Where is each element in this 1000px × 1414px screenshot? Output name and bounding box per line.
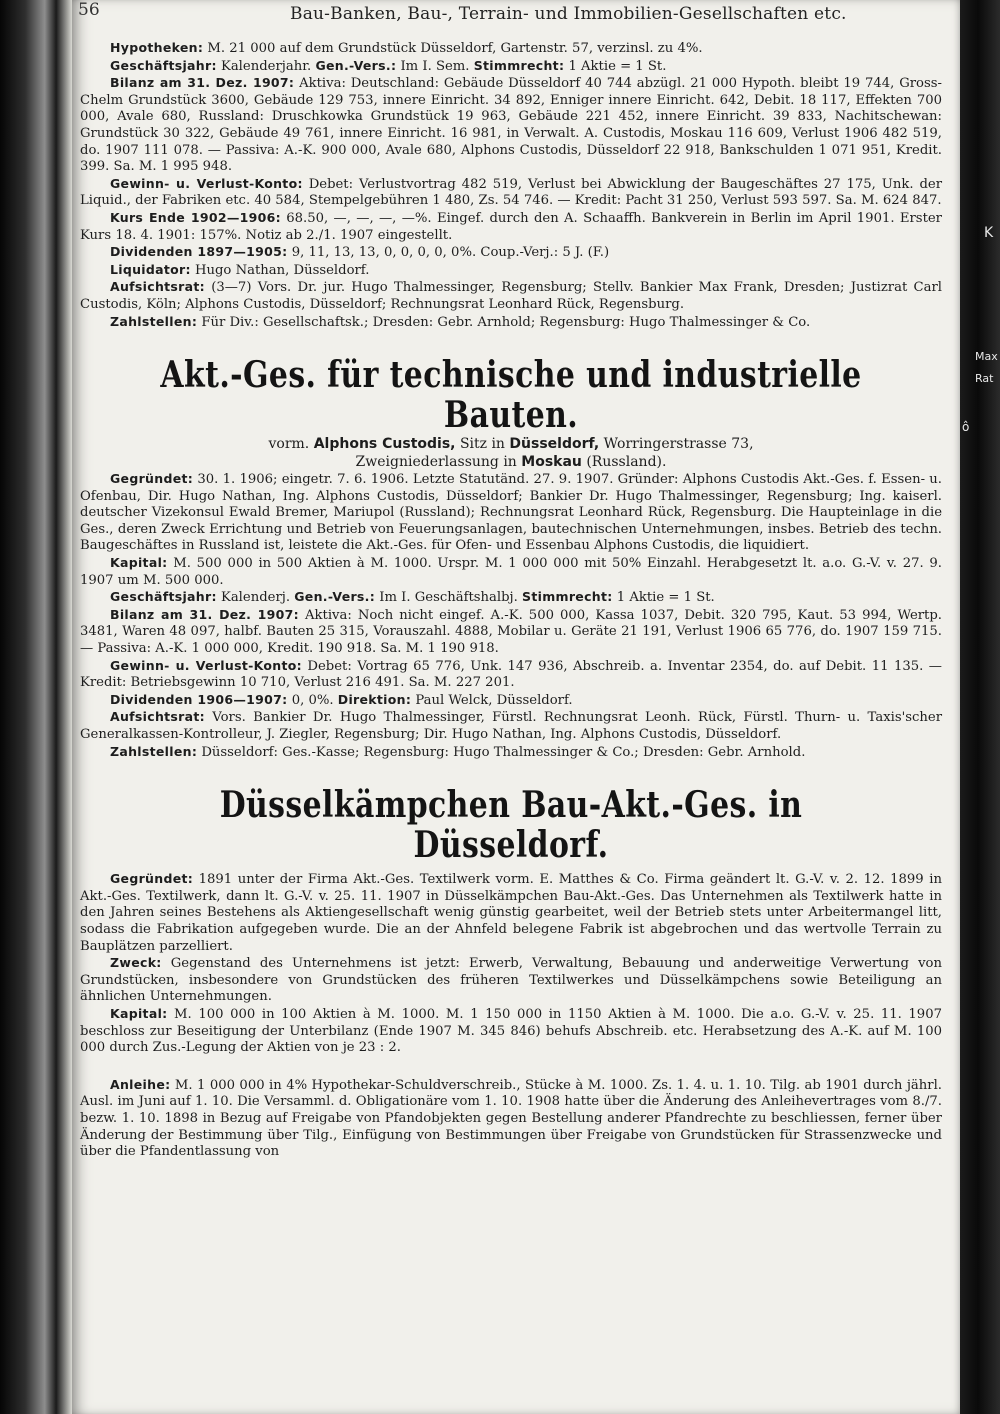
company-city: Düsseldorf, [509, 436, 600, 453]
entry-label: Direktion: [337, 691, 412, 707]
entry-hypotheken [80, 40, 942, 58]
company-section-2 [80, 355, 942, 761]
company-section-3 [80, 785, 942, 1161]
entry-gewinn-verlust [80, 658, 942, 692]
edge-mark: K [984, 225, 994, 241]
entry-label: Stimmrecht: [522, 589, 613, 605]
entry-label: Gen.-Vers.: [294, 589, 376, 605]
edge-mark: Max [975, 350, 998, 363]
book-gutter-left [0, 0, 72, 1414]
entry-aufsichtsrat [80, 279, 942, 313]
entry-bilanz [80, 75, 942, 176]
entry-label: Zweck: [110, 955, 162, 971]
entry-label: Aufsichtsrat: [110, 709, 205, 725]
entry-dividenden [80, 692, 942, 710]
entry-text: 1 Aktie = 1 St. [568, 58, 667, 74]
company-address: Worringerstrasse 73, [603, 436, 754, 453]
entry-label: Geschäftsjahr: [110, 57, 217, 73]
entry-kapital [80, 555, 942, 589]
company-branch [80, 453, 942, 471]
entry-label: Dividenden 1897—1905: [110, 244, 288, 260]
entry-zahlstellen [80, 744, 942, 762]
entry-label: Gegründet: [110, 871, 194, 887]
entry-label: Gen.-Vers.: [315, 57, 397, 73]
entry-gegruendet [80, 471, 942, 555]
entry-gewinn-verlust [80, 176, 942, 210]
entry-dividenden [80, 244, 942, 262]
company-title: Düsselkämpchen Bau-Akt.-Ges. in Düsseldorf. [219, 784, 803, 867]
book-gutter-right [960, 0, 1000, 1414]
entry-anleihe [80, 1077, 942, 1161]
entry-label: Aufsichtsrat: [110, 279, 205, 295]
entry-text: M. 21 000 auf dem Grundstück Düsseldorf, Gartenstr. 57, verzinsl. zu 4%. [207, 41, 703, 56]
entry-label: Stimmrecht: [473, 57, 565, 73]
entry-text: M. 100 000 in 100 Aktien à M. 1000. M. 1 150 000 in 1150 Aktien à M. 1000. Die a.o. G.-V. v. 25. 11. 1907 beschloss zur Beseitigung der Unterbilanz (Ende 1907 M. 345 846) behufs Abschreib. etc. Herabsetzung des A.-K. auf M. 100 000 durch Zus.-Legung der Aktien von je 23 : 2. [80, 1006, 942, 1056]
company-subtitle-mid: Sitz in [459, 436, 505, 453]
company-section-1 [80, 40, 942, 331]
entry-text: 30. 1. 1906; eingetr. 7. 6. 1906. Letzte Statutänd. 27. 9. 1907. Gründer: Alphons Custodis Akt.-Ges. f. Essen- u. Ofenbau, Dir. Hugo Nathan, Ing. Alphons Custodis, Düsseldorf; Bankier Dr. Hugo Thalmessinger, Regensburg; Ing. kaiserl. deutscher Vizekonsul Ewald Bremer, Mariupol (Russland); Rechnungsrat Leonhard Rück, Regensburg. Die Haupteinlage in die Ges., deren Zweck Errichtung und Betrieb von Feuerungsanlagen, bautechnischen Unternehmungen, insbes. Betrieb des techn. Baugeschäftes in Russland ist, leistete die Akt.-Ges. für Ofen- und Essenbau Alphons Custodis, die liquidiert. [80, 472, 942, 554]
entry-text: 1 Aktie = 1 St. [616, 590, 715, 606]
entry-label: Gewinn- u. Verlust-Konto: [110, 175, 303, 191]
entry-bilanz [80, 607, 942, 658]
entry-kapital [80, 1006, 942, 1057]
entry-text: Düsseldorf: Ges.-Kasse; Regensburg: Hugo Thalmessinger & Co.; Dresden: Gebr. Arnhold. [201, 744, 806, 760]
entry-text: Paul Welck, Düsseldorf. [415, 692, 573, 708]
entry-label: Geschäftsjahr: [110, 589, 217, 605]
entry-label: Anleihe: [110, 1076, 171, 1092]
entry-text: Für Div.: Gesellschaftsk.; Dresden: Gebr. Arnhold; Regensburg: Hugo Thalmessinger & Co. [201, 314, 811, 330]
entry-label: Hypotheken: [110, 40, 204, 55]
entry-text: (3—7) Vors. Dr. jur. Hugo Thalmessinger, Regensburg; Stellv. Bankier Max Frank, Dresden; Justizrat Carl Custodis, Köln; Alphons Custodis, Düsseldorf; Rechnungsrat Leonhard Rück, Regensburg. [80, 280, 942, 312]
running-head: Bau-Banken, Bau-, Terrain- und Immobilien-Gesellschaften etc. [290, 4, 847, 24]
entry-geschaeftsjahr [80, 589, 942, 607]
entry-label: Kurs Ende 1902—1906: [110, 209, 281, 225]
entry-zweck [80, 955, 942, 1006]
edge-mark: ô [962, 420, 970, 434]
entry-text: 9, 11, 13, 13, 0, 0, 0, 0, 0%. Coup.-Verj.: 5 J. (F.) [291, 245, 610, 261]
entry-text: M. 1 000 000 in 4% Hypothekar-Schuldverschreib., Stücke à M. 1000. Zs. 1. 4. u. 1. 10. Tilg. ab 1901 durch jährl. Ausl. im Juni auf 1. 10. Die Versamml. d. Obligationäre vom 1. 10. 1908 hatte über die Änderung des Anleihevertrages vom 8./7. bezw. 1. 10. 1898 in Bezug auf Freigabe von Pfandobjekten gegen Bestellung anderer Pfandrechte zu beschliessen, ferner über Änderung der Bestimmung über Tilg., Einfügung von Bestimmungen über Freigabe von Grundstücken für Strassenzwecke und über die Pfandentlassung von [80, 1077, 942, 1160]
entry-gegruendet [80, 871, 942, 955]
company-founder: Alphons Custodis, [313, 436, 456, 453]
page-number: 56 [78, 0, 100, 20]
entry-geschaeftsjahr [80, 58, 942, 76]
company-branch-city: Moskau [521, 454, 582, 471]
entry-text: 1891 unter der Firma Akt.-Ges. Textilwerk vorm. E. Matthes & Co. Firma geändert lt. G.-V. v. 2. 12. 1899 in Akt.-Ges. Textilwerk, dann lt. G.-V. v. 25. 11. 1907 in Düsselkämpchen Bau-Akt.-Ges. Das Unternehmen als Textilwerk hatte in den Jahren seines Bestehens als Aktiengesellschaft wenig günstig gearbeitet, weil der Betrieb stets unter Arbeitermangel litt, sodass die Fabrikation aufgegeben wurde. Die an der Ahnfeld belegene Fabrik ist abgebrochen und das wertvolle Terrain zu Bauplätzen parzelliert. [80, 872, 942, 954]
edge-mark: Rat [975, 372, 994, 385]
entry-text: Im I. Sem. [400, 58, 470, 74]
entry-label: Bilanz am 31. Dez. 1907: [110, 606, 299, 622]
entry-text: Kalenderjahr. [220, 58, 312, 74]
entry-text: Debet: Verlustvortrag 482 519, Verlust bei Abwicklung der Baugeschäftes 27 175, Unk. der Liquid., der Fabriken etc. 40 584, Stempelgebühren 1 480, Zs. 54 746. — Kredit: Pacht 31 250, Verlust 593 597. Sa. M. 624 847. [80, 176, 942, 209]
entry-text: Aktiva: Deutschland: Gebäude Düsseldorf 40 744 abzügl. 21 000 Hypoth. bleibt 19 744, Gross-Chelm Grundstück 3600, Gebäude 129 753, innere Einricht. 34 892, Enniger innere Einricht. 642, Debit. 18 117, Effekten 700 000, Avale 680, Russland: Druschkowka Grundstück 19 963, Gebäude 221 452, innere Einricht. 39 833, Nachitschewan: Grundstück 30 322, Gebäude 49 761, innere Einricht. 16 981, in Verwalt. A. Custodis, Moskau 116 609, Verlust 1906 482 519, do. 1907 111 078. — Passiva: A.-K. 900 000, Avale 680, Alphons Custodis, Düsseldorf 22 918, Bankschulden 1 071 951, Kredit. 399. Sa. M. 1 995 948. [80, 76, 942, 175]
entry-liquidator [80, 262, 942, 280]
entry-label: Liquidator: [110, 261, 191, 277]
company-title: Akt.-Ges. für technische und industrielle Bauten. [160, 354, 862, 437]
entry-text: Aktiva: Noch nicht eingef. A.-K. 500 000, Kassa 1037, Debit. 320 795, Kaut. 53 994, Wertp. 3481, Waren 48 097, halbf. Bauten 25 315, Vorauszahl. 4888, Mobilar u. Geräte 21 191, Verlust 1906 65 776, do. 1907 159 715. — Passiva: A.-K. 1 000 000, Kredit. 190 918. Sa. M. 1 190 918. [80, 607, 942, 657]
entry-label: Bilanz am 31. Dez. 1907: [110, 75, 295, 91]
page-content [80, 40, 942, 1169]
entry-text: Debet: Vortrag 65 776, Unk. 147 936, Abschreib. a. Inventar 2354, do. auf Debit. 11 135. — Kredit: Betriebsgewinn 10 710, Verlust 216 491. Sa. M. 227 201. [80, 658, 942, 691]
entry-text: Vors. Bankier Dr. Hugo Thalmessinger, Fürstl. Rechnungsrat Leonh. Rück, Fürstl. Thurn- u. Taxis'scher Generalkassen-Kontrolleur, J. Ziegler, Regensburg; Dir. Hugo Nathan, Ing. Alphons Custodis, Düsseldorf. [80, 710, 942, 742]
entry-label: Gegründet: [110, 471, 194, 487]
entry-text: M. 500 000 in 500 Aktien à M. 1000. Urspr. M. 1 000 000 mit 50% Einzahl. Herabgesetzt lt. a.o. G.-V. v. 27. 9. 1907 um M. 500 000. [80, 556, 942, 588]
entry-text: Im I. Geschäftshalbj. [379, 590, 518, 606]
entry-label: Dividenden 1906—1907: [110, 691, 288, 707]
entry-text: Kalenderj. [220, 590, 291, 606]
entry-label: Zahlstellen: [110, 743, 198, 759]
entry-aufsichtsrat [80, 709, 942, 743]
entry-zahlstellen [80, 314, 942, 332]
company-subtitle-pre: vorm. [268, 436, 310, 453]
entry-label: Gewinn- u. Verlust-Konto: [110, 657, 302, 673]
entry-text: Gegenstand des Unternehmens ist jetzt: Erwerb, Verwaltung, Bebauung und anderweitige Verwertung von Grundstücken, insbesondere von Grundstücken des früheren Textilwerkes und Düsselkämpchens sowie Beteiligung an ähnlichen Unternehmungen. [80, 956, 942, 1005]
company-branch-pre: Zweigniederlassung in [355, 454, 517, 471]
entry-text: 68.50, —, —, —, —%. Eingef. durch den A. Schaaffh. Bankverein in Berlin im April 1901. Erster Kurs 18. 4. 1901: 157%. Notiz ab 2./1. 1907 eingestellt. [80, 210, 942, 243]
entry-kurs [80, 210, 942, 244]
entry-text: Hugo Nathan, Düsseldorf. [195, 262, 370, 278]
entry-text: 0, 0%. [291, 692, 334, 708]
entry-label: Zahlstellen: [110, 313, 198, 329]
entry-label: Kapital: [110, 555, 168, 571]
entry-label: Kapital: [110, 1005, 168, 1021]
company-subtitle [80, 435, 942, 453]
company-branch-post: (Russland). [586, 454, 667, 471]
